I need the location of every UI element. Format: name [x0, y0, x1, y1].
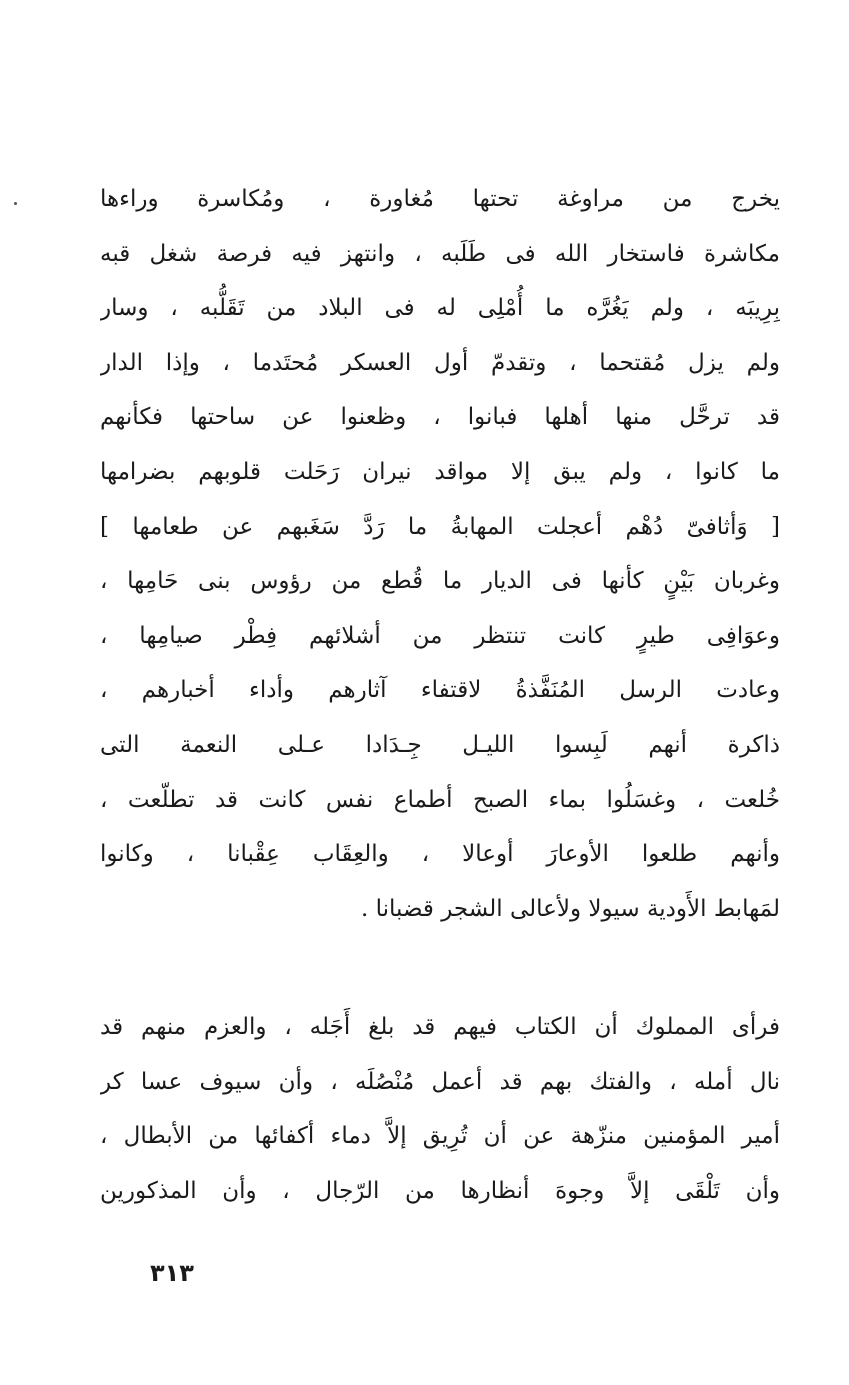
text-line: بِرِيبَه ، ولم يَغُرَّه ما أُمْلِى له فى البلاد من تَقَلُّبه ، وسار — [100, 295, 780, 322]
text-line: وأن تَلْقَى إلاَّ وجوهَ أنظارها من الرّجال ، وأن المذكورين — [100, 1177, 780, 1204]
text-line: وعوَافِى طيرٍ كانت تنتظر من أشلائهم فِطْر صيامِها ، — [100, 622, 780, 649]
text-line: أمير المؤمنين منزّهة عن أن تُرِيق إلاَّ دماء أكفائها من الأبطال ، — [100, 1123, 780, 1150]
text-line: لمَهابط الأَودية سيولا ولأعالى الشجر قضبانا . — [360, 895, 780, 922]
paragraph-1 — [100, 172, 780, 936]
text-line: خُلعت ، وغسَلُوا بماء الصبح أطماع نفس كانت قد تطلّعت ، — [100, 786, 780, 813]
margin-speck — [14, 202, 17, 205]
text-line: ذاكرة أنهم لَبِسوا الليـل جِـدَادا عـلى النعمة التى — [100, 731, 780, 758]
text-line: وغربان بَيْنٍ كأنها فى الديار ما قُطع من رؤوس بنى حَامِها ، — [100, 568, 780, 595]
page-number: ٣١٣ — [150, 1259, 194, 1287]
text-line: نال أمله ، والفتك بهم قد أعمل مُنْصُلَه ، وأن سيوف عسا كر — [100, 1068, 780, 1095]
text-line: مكاشرة فاستخار الله فى طَلَبه ، وانتهز فيه فرصة شغل قبه — [100, 240, 780, 267]
text-line: قد ترحَّل منها أهلها فبانوا ، وظعنوا عن ساحتها فكأنهم — [100, 404, 780, 431]
text-line: وأنهم طلعوا الأوعارَ أوعالا ، والعِقَاب عِقْبانا ، وكانوا — [100, 841, 780, 868]
text-line: وعادت الرسل المُنَفَّذةُ لاقتفاء آثارهم وأداء أخبارهم ، — [100, 677, 780, 704]
text-line: يخرج من مراوغة تحتها مُغاورة ، ومُكاسرة وراءها — [100, 186, 780, 212]
text-line: ولم يزل مُقتحما ، وتقدمّ أول العسكر مُحتَدما ، وإذا الدار — [100, 349, 780, 376]
text-line: فرأى المملوك أن الكتاب فيهم قد بلغ أَجَله ، والعزم منهم قد — [100, 1014, 780, 1040]
text-line: [ وَأثافىّ دُهْم أعجلت المهابةُ ما رَدَّ سَغَبهم عن طعامها ] — [100, 513, 780, 540]
text-line: ما كانوا ، ولم يبق إلا مواقد نيران رَحَلت قلوبهم بضرامها — [100, 458, 780, 485]
paragraph-2 — [100, 1000, 780, 1218]
